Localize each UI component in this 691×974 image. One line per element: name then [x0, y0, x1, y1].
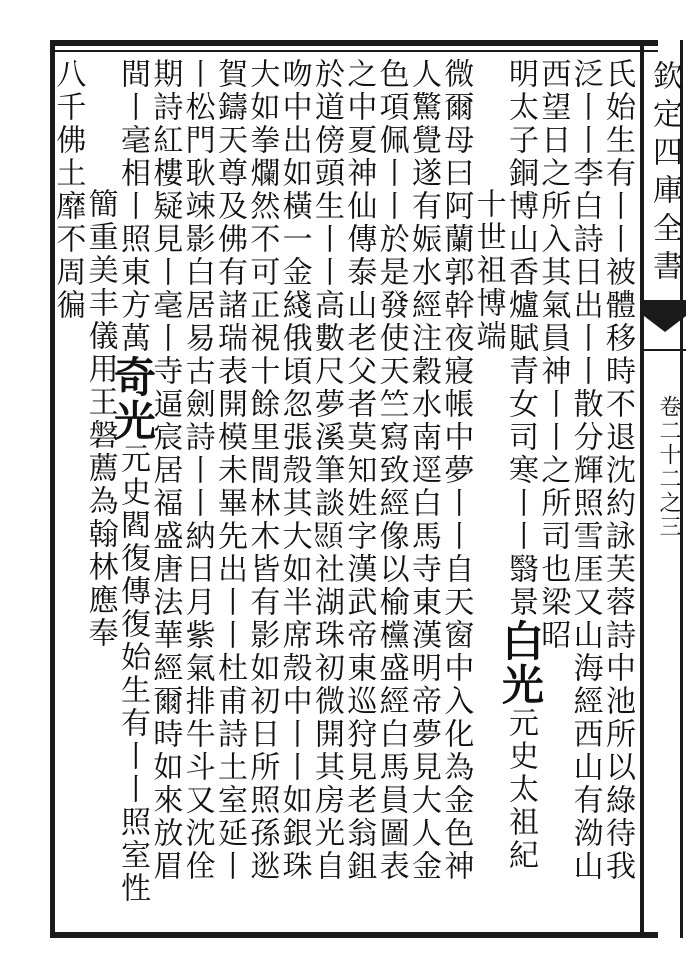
- text-column: [599, 58, 638, 928]
- text-column: [405, 58, 444, 928]
- text-column: [535, 58, 573, 928]
- text-column: [438, 58, 476, 928]
- text-column: [82, 188, 120, 928]
- text-column: [373, 58, 411, 928]
- text-column: [276, 58, 314, 928]
- column-text: 間丨毫相丨照東方萬: [114, 58, 150, 355]
- margin-book-title: 欽定四庫全書: [647, 60, 682, 288]
- column-text: 期詩紅樓疑見丨毫丨寺逼宸居福盛唐法華經爾時如來放眉: [147, 58, 183, 883]
- column-text: 元史閻復傳復始生有丨丨照室性: [114, 443, 150, 905]
- column-text: 吻中出如橫一金綫俄頃忽張殼其大如半席殼中丨丨如銀珠: [276, 58, 312, 883]
- column-text: 泛丨丨李白詩日出丨丨散分輝照雪厓又山海經西山有泑山: [567, 58, 603, 883]
- column-text: 丨松門耿竦影白居易古劍詩丨丨納日月紫氣排牛斗又沈佺: [179, 58, 215, 883]
- text-column: [341, 58, 379, 928]
- text-column: [470, 188, 508, 928]
- column-text: 八千佛土靡不周徧: [50, 58, 86, 322]
- column-text: 微爾母曰阿蘭郭幹夜寢帳中夢丨丨自天窗中入化為金色神: [438, 58, 474, 883]
- text-column: [179, 58, 217, 928]
- margin-volume-label: 卷二十二之三: [656, 395, 681, 539]
- column-text: 西望日之所入其氣員神丨丨之所司也梁昭: [535, 58, 571, 652]
- text-column: [567, 58, 605, 928]
- column-text: 元史太祖紀: [502, 707, 538, 872]
- column-text: 大如拳爛然不可正視十餘里間林木皆有影如初日所照孫逖: [244, 58, 280, 883]
- column-text: 氏始生有丨丨被體移時不退沈約詠芙蓉詩中池所以綠待我: [599, 58, 635, 883]
- text-column: [107, 58, 157, 928]
- column-text: 之中夏神仙傳泰山老父者莫知姓字漢武帝東巡狩見老翁鉏: [341, 58, 377, 883]
- fish-tail-mark-icon: [642, 298, 688, 358]
- text-column: [308, 58, 347, 928]
- column-text: 十世祖博端: [470, 188, 506, 353]
- entry-heading: 白光: [495, 619, 545, 707]
- text-column: [495, 58, 545, 928]
- column-text: 明太子銅博山香爐賦青女司寒丨丨翳景: [502, 58, 538, 619]
- text-column: [211, 58, 250, 928]
- text-column: [147, 58, 185, 928]
- frame-top-border: [50, 40, 658, 46]
- entry-heading: 奇光: [107, 355, 157, 443]
- column-text: 賀鑄天尊及佛有諸瑞表開模未畢先出丨丨杜甫詩土室延丨: [211, 58, 247, 883]
- column-text: 於道傍頭生丨丨高數尺夢溪筆談𩒳社湖珠初微開其房光自: [308, 58, 344, 883]
- column-text: 人驚覺遂有娠水經注穀水南逕白馬寺東漢明帝夢見大人金: [405, 58, 441, 883]
- column-text: 簡重美丰儀用王磐薦為翰林應奉: [82, 188, 118, 650]
- text-column: [244, 58, 282, 928]
- column-text: 色項佩丨丨於是發使天竺寫致經像以榆欓盛經白馬員圖表: [373, 58, 409, 883]
- text-column: [50, 58, 88, 928]
- frame-top-inner-border: [50, 50, 658, 52]
- frame-bottom-border: [50, 932, 658, 938]
